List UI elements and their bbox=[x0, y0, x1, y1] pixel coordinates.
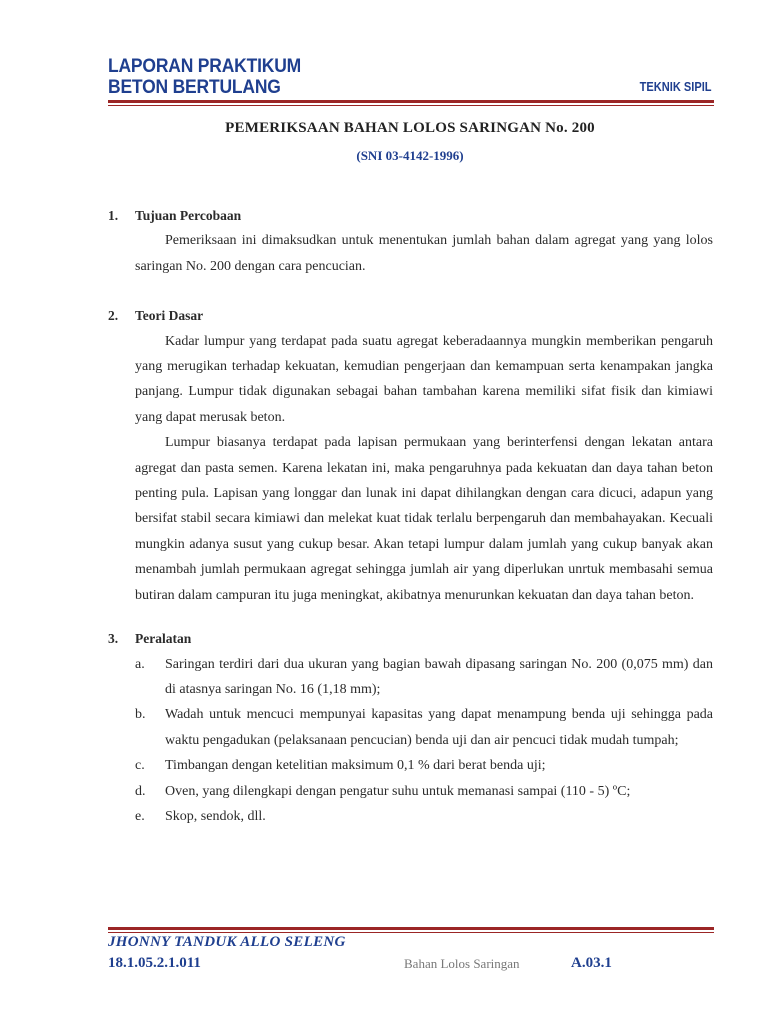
paragraph: Pemeriksaan ini dimaksudkan untuk menentukan jumlah bahan dalam agregat yang yang lolos saringan No. 200 dengan cara pencucian. bbox=[135, 233, 713, 274]
document-body bbox=[108, 203, 713, 829]
section-number: 3. bbox=[108, 631, 119, 647]
list-text: Oven, yang dilengkapi dengan pengatur suhu untuk memanasi sampai (110 - 5) ºC; bbox=[165, 783, 631, 799]
list-marker: c. bbox=[135, 758, 145, 774]
section-title: Tujuan Percobaan bbox=[135, 208, 242, 223]
section-number: 1. bbox=[108, 208, 119, 223]
list-item bbox=[135, 702, 713, 753]
list-marker: e. bbox=[135, 808, 145, 824]
document-title: PEMERIKSAAN BAHAN LOLOS SARINGAN No. 200 bbox=[225, 120, 595, 136]
list-text: Wadah untuk mencuci mempunyai kapasitas yang dapat menampung benda uji sehingga pada waktu pengadukan (pelaksanaan pencucian) benda uji dan air pencuci tidak mudah tumpah; bbox=[165, 707, 713, 748]
list-marker: d. bbox=[135, 783, 146, 799]
author-name: JHONNY TANDUK ALLO SELENG bbox=[108, 934, 346, 950]
footer-topic: Bahan Lolos Saringan bbox=[404, 956, 520, 971]
document-standard: (SNI 03-4142-1996) bbox=[356, 148, 464, 163]
header-divider bbox=[108, 100, 714, 103]
list-item bbox=[135, 652, 713, 703]
list-item bbox=[135, 753, 713, 778]
section-heading bbox=[108, 303, 713, 328]
list-item bbox=[135, 779, 713, 804]
list-text: Skop, sendok, dll. bbox=[165, 808, 266, 824]
list-marker: a. bbox=[135, 656, 145, 672]
header-department: TEKNIK SIPIL bbox=[640, 79, 712, 94]
section-heading bbox=[108, 203, 713, 228]
section-title: Peralatan bbox=[135, 631, 192, 647]
list-text: Timbangan dengan ketelitian maksimum 0,1 % dari berat benda uji; bbox=[165, 758, 546, 774]
report-header bbox=[108, 56, 318, 98]
section-heading bbox=[108, 626, 713, 651]
page-code: A.03.1 bbox=[571, 955, 612, 971]
section-number: 2. bbox=[108, 308, 119, 324]
header-title-line1: LAPORAN PRAKTIKUM bbox=[108, 56, 302, 77]
list-text: Saringan terdiri dari dua ukuran yang bagian bawah dipasang saringan No. 200 (0,075 mm) dan di atasnya saringan No. 16 (1,18 mm); bbox=[165, 656, 713, 697]
list-marker: b. bbox=[135, 707, 146, 723]
footer-divider-thin bbox=[108, 932, 714, 933]
header-title-line2: BETON BERTULANG bbox=[108, 77, 281, 98]
paragraph: Kadar lumpur yang terdapat pada suatu agregat keberadaannya mungkin memberikan pengaruh yang merugikan terhadap kekuatan, kemudian pengerjaan dan kemampuan serta kenampakan jangka panjang. Lumpur tidak digunakan sebagai bahan tambahan karena memiliki sifat fisik dan kimiawi yang dapat merusak beton. bbox=[135, 333, 713, 425]
header-divider-thin bbox=[108, 105, 714, 106]
student-id: 18.1.05.2.1.011 bbox=[108, 955, 201, 971]
section-title: Teori Dasar bbox=[135, 308, 204, 324]
paragraph: Lumpur biasanya terdapat pada lapisan permukaan yang berinterfensi dengan lekatan antara agregat dan pasta semen. Karena lekatan ini, maka pengaruhnya pada kekuatan dan daya tahan beton penting pula. Lapisan yang longgar dan lunak ini dapat dihilangkan dengan cara dicuci, adapun yang bersifat stabil secara kimiawi dan melekat kuat tidak terlalu berpengaruh dan membahayakan. Kecuali mungkin adanya susut yang cukup besar. Akan tetapi lumpur dalam jumlah yang cukup banyak akan menambah jumlah permukaan agregat sehingga jumlah air yang diperlukan unrtuk membasahi semua butiran dalam campuran itu juga meningkat, akibatnya menurunkan kekuatan dan daya tahan beton. bbox=[135, 435, 713, 603]
equipment-list bbox=[135, 652, 713, 830]
list-item bbox=[135, 804, 713, 829]
footer-divider bbox=[108, 927, 714, 930]
